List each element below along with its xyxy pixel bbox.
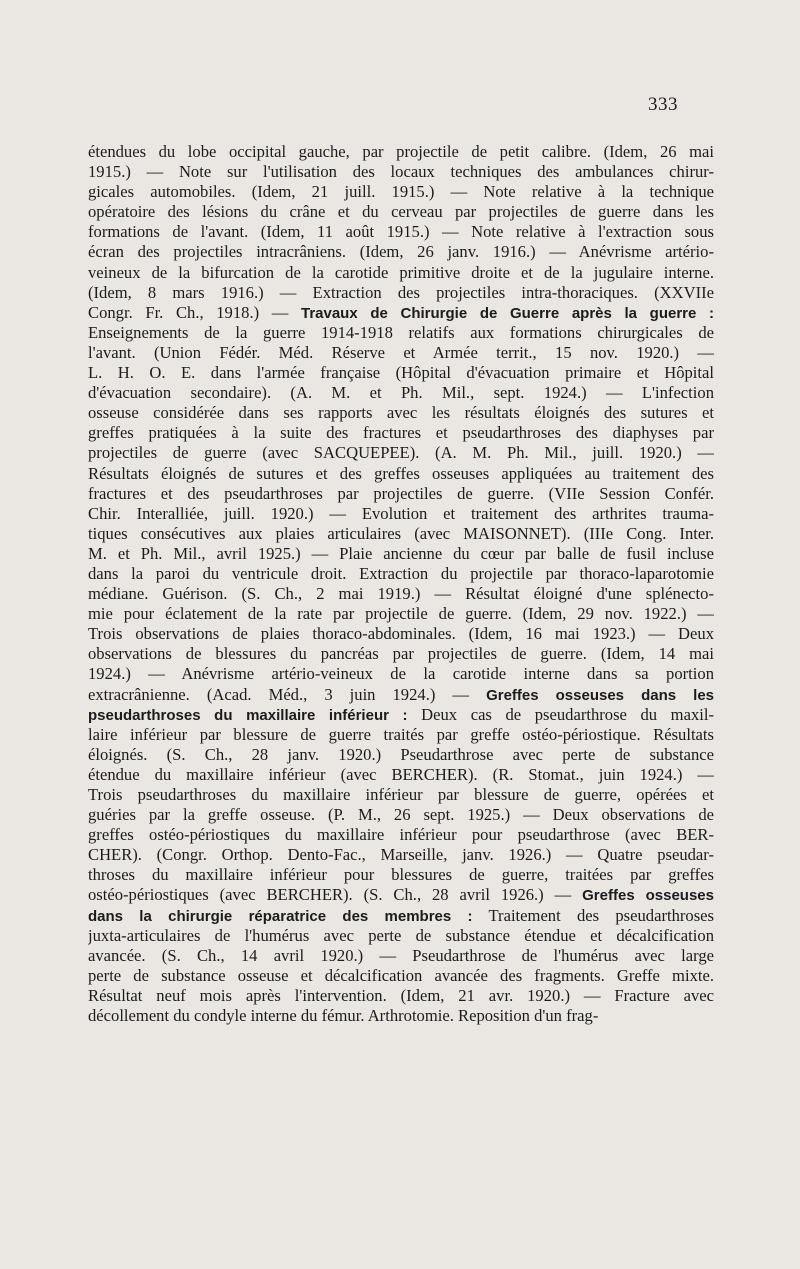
text-block xyxy=(88,142,714,1026)
text-line xyxy=(88,423,714,443)
text-line xyxy=(88,845,714,865)
text-line xyxy=(88,182,714,202)
page-number: 333 xyxy=(648,94,678,115)
text-line xyxy=(88,403,714,423)
text-line xyxy=(88,202,714,222)
line-text: observations de blessures du pancréas par projectiles de guerre. (Idem, 14 mai xyxy=(88,644,714,664)
line-text: Congr. Fr. Ch., 1918.) — xyxy=(88,302,301,322)
text-line xyxy=(88,725,714,745)
line-text: étendue du maxillaire inférieur (avec BERCHER). (R. Stomat., juin 1924.) — xyxy=(88,764,714,784)
line-text: gicales automobiles. (Idem, 21 juill. 1915.) — Note relative à la technique xyxy=(88,182,714,202)
line-text: décollement du condyle interne du fémur. Arthrotomie. Reposition d'un frag- xyxy=(88,1006,599,1026)
line-text: tiques consécutives aux plaies articulaires (avec MAISONNET). (IIIe Cong. Inter. xyxy=(88,523,714,543)
text-line xyxy=(88,946,714,966)
line-text: ostéo-périostiques (avec BERCHER). (S. Ch., 28 avril 1926.) — xyxy=(88,885,583,905)
line-text: laire inférieur par blessure de guerre traités par greffe ostéo-périostique. Résultats xyxy=(88,724,714,744)
text-line xyxy=(88,885,714,905)
text-line xyxy=(88,242,714,262)
bold-heading-text: Greffes osseuses xyxy=(582,887,714,905)
line-text: M. et Ph. Mil., avril 1925.) — Plaie ancienne du cœur par balle de fusil incluse xyxy=(88,543,714,563)
line-text: dans la paroi du ventricule droit. Extraction du projectile par thoraco-laparotomie xyxy=(88,563,714,583)
text-line xyxy=(88,162,714,182)
line-text: extracrânienne. (Acad. Méd., 3 juin 1924.) — xyxy=(88,684,487,704)
line-text: d'évacuation secondaire). (A. M. et Ph. Mil., sept. 1924.) — L'infection xyxy=(88,383,714,403)
line-text: 1924.) — Anévrisme artério-veineux de la carotide interne dans sa portion xyxy=(88,664,714,684)
text-line xyxy=(88,865,714,885)
text-line xyxy=(88,343,714,363)
line-text: perte de substance osseuse et décalcification avancée des fragments. Greffe mixte. xyxy=(88,965,714,985)
line-text: médiane. Guérison. (S. Ch., 2 mai 1919.) — Résultat éloigné d'une splénecto- xyxy=(88,584,714,604)
line-text: juxta-articulaires de l'humérus avec perte de substance étendue et décalcification xyxy=(88,925,714,945)
line-text: l'avant. (Union Fédér. Méd. Réserve et Armée territ., 15 nov. 1920.) — xyxy=(88,342,714,362)
bold-heading-text: Greffes osseuses dans les xyxy=(486,686,714,704)
line-text: opératoire des lésions du crâne et du cerveau par projectiles de guerre dans les xyxy=(88,202,714,222)
text-line xyxy=(88,765,714,785)
line-text: Résultats éloignés de sutures et des greffes osseuses appliquées au traitement des xyxy=(88,463,714,483)
text-line xyxy=(88,584,714,604)
line-text: guéries par la greffe osseuse. (P. M., 26 sept. 1925.) — Deux observations de xyxy=(88,805,714,825)
line-text: projectiles de guerre (avec SACQUEPEE). (A. M. Ph. Mil., juill. 1920.) — xyxy=(88,443,714,463)
text-line xyxy=(88,283,714,303)
line-text: Chir. Interalliée, juill. 1920.) — Evolution et traitement des arthrites trauma- xyxy=(88,503,714,523)
text-line xyxy=(88,443,714,463)
text-line xyxy=(88,664,714,684)
line-text: throses du maxillaire inférieur pour blessures de guerre, traitées par greffes xyxy=(88,865,714,885)
line-text: greffes pratiquées à la suite des fractures et pseudarthroses des diaphyses par xyxy=(88,423,714,443)
text-line xyxy=(88,825,714,845)
bold-heading-text: pseudarthroses du maxillaire inférieur : xyxy=(88,706,408,724)
text-line xyxy=(88,564,714,584)
text-line xyxy=(88,966,714,986)
line-text: étendues du lobe occipital gauche, par projectile de petit calibre. (Idem, 26 mai xyxy=(88,142,714,161)
line-text: écran des projectiles intracrâniens. (Idem, 26 janv. 1916.) — Anévrisme artério- xyxy=(88,242,714,262)
text-line xyxy=(88,142,714,162)
text-line xyxy=(88,464,714,484)
text-line xyxy=(88,263,714,283)
text-line xyxy=(88,644,714,664)
text-line xyxy=(88,624,714,644)
line-text: Deux cas de pseudarthrose du maxil- xyxy=(407,704,714,724)
line-text: (Idem, 8 mars 1916.) — Extraction des projectiles intra-thoraciques. (XXVIIe xyxy=(88,282,714,302)
bold-heading-text: dans la chirurgie réparatrice des membres : xyxy=(88,907,473,925)
text-line xyxy=(88,303,714,323)
text-line xyxy=(88,544,714,564)
line-text: osseuse considérée dans ses rapports avec les résultats éloignés des sutures et xyxy=(88,403,714,423)
line-text: L. H. O. E. dans l'armée française (Hôpital d'évacuation primaire et Hôpital xyxy=(88,363,714,383)
text-line xyxy=(88,926,714,946)
text-line xyxy=(88,986,714,1006)
text-line xyxy=(88,222,714,242)
text-line xyxy=(88,524,714,544)
text-line xyxy=(88,906,714,926)
text-line xyxy=(88,685,714,705)
text-line xyxy=(88,604,714,624)
text-line xyxy=(88,363,714,383)
text-line xyxy=(88,705,714,725)
line-text: 1915.) — Note sur l'utilisation des locaux techniques des ambulances chirur- xyxy=(88,162,714,182)
text-line xyxy=(88,323,714,343)
line-text: Résultat neuf mois après l'intervention. (Idem, 21 avr. 1920.) — Fracture avec xyxy=(88,985,714,1005)
text-line xyxy=(88,785,714,805)
line-text: avancée. (S. Ch., 14 avril 1920.) — Pseudarthrose de l'humérus avec large xyxy=(88,945,714,965)
text-line xyxy=(88,805,714,825)
line-text: Enseignements de la guerre 1914-1918 relatifs aux formations chirurgicales de xyxy=(88,322,714,342)
line-text: Trois pseudarthroses du maxillaire inférieur par blessure de guerre, opérées et xyxy=(88,785,714,804)
text-line xyxy=(88,745,714,765)
text-line xyxy=(88,484,714,504)
text-line xyxy=(88,383,714,403)
line-text: éloignés. (S. Ch., 28 janv. 1920.) Pseudarthrose avec perte de substance xyxy=(88,744,714,764)
line-text: CHER). (Congr. Orthop. Dento-Fac., Marseille, janv. 1926.) — Quatre pseudar- xyxy=(88,845,714,865)
line-text: Trois observations de plaies thoraco-abdominales. (Idem, 16 mai 1923.) — Deux xyxy=(88,624,714,644)
line-text: veineux de la bifurcation de la carotide primitive droite et de la jugulaire interne. xyxy=(88,262,714,282)
line-text: fractures et des pseudarthroses par projectiles de guerre. (VIIe Session Confér. xyxy=(88,483,714,503)
line-text: mie pour éclatement de la rate par projectile de guerre. (Idem, 29 nov. 1922.) — xyxy=(88,604,714,624)
text-line xyxy=(88,504,714,524)
text-line xyxy=(88,1006,714,1026)
line-text: greffes ostéo-périostiques du maxillaire inférieur pour pseudarthrose (avec BER- xyxy=(88,825,714,845)
bold-heading-text: Travaux de Chirurgie de Guerre après la guerre : xyxy=(300,304,714,322)
line-text: Traitement des pseudarthroses xyxy=(472,905,714,925)
line-text: formations de l'avant. (Idem, 11 août 1915.) — Note relative à l'extraction sous xyxy=(88,222,714,242)
